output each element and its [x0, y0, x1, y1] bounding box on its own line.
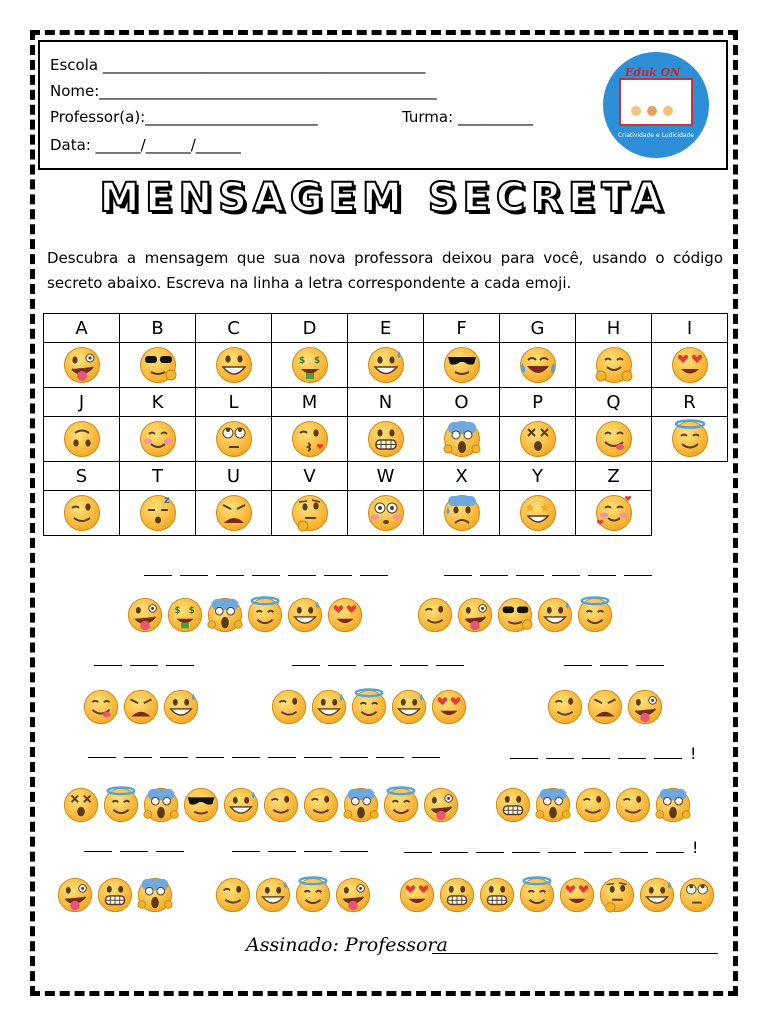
code-emoji-cell: [44, 343, 120, 388]
code-letter-cell: X: [424, 462, 500, 491]
svg-text:★: ★: [523, 501, 536, 516]
code-letter-cell: M: [272, 388, 348, 417]
turma-field[interactable]: Turma: __________: [402, 108, 533, 126]
flushed-icon: [366, 493, 406, 533]
grimace-icon: [494, 786, 532, 824]
dizzy-icon: [518, 419, 558, 459]
emoji-word: [546, 688, 664, 726]
emoji-word: [494, 786, 692, 824]
money-icon: [166, 596, 204, 634]
answer-blanks[interactable]: [144, 562, 396, 580]
wink-icon: [614, 786, 652, 824]
code-emoji-cell: [424, 343, 500, 388]
code-letter-cell: H: [576, 314, 652, 343]
svg-text:$: $: [298, 356, 305, 366]
sweat-icon: [286, 596, 324, 634]
wink-icon: [262, 786, 300, 824]
exclamation-mark: !: [692, 838, 699, 857]
code-letter-cell: L: [196, 388, 272, 417]
halo-icon: [246, 596, 284, 634]
code-emoji-cell: [120, 491, 196, 536]
wink-icon: [214, 876, 252, 914]
code-emoji-cell: [196, 343, 272, 388]
halo-icon: [294, 876, 332, 914]
header-box: [38, 40, 728, 170]
kiss-icon: [290, 419, 330, 459]
blush-icon: [138, 419, 178, 459]
answer-blanks[interactable]: [84, 838, 192, 856]
code-emoji-cell: [120, 343, 196, 388]
scream-icon: [136, 876, 174, 914]
code-letter-cell: U: [196, 462, 272, 491]
star-struck-icon: [518, 493, 558, 533]
code-letter-cell: N: [348, 388, 424, 417]
logo-kid-icon: [631, 106, 641, 116]
scream-icon: [342, 786, 380, 824]
code-letter-cell: Y: [500, 462, 576, 491]
code-letter-cell: C: [196, 314, 272, 343]
code-letter-cell: O: [424, 388, 500, 417]
code-emoji-cell: [272, 343, 348, 388]
code-letter-cell: Q: [576, 388, 652, 417]
code-letter-cell: I: [652, 314, 728, 343]
logo-subtitle: Criatividade e Ludicidade: [617, 132, 695, 139]
answer-blanks[interactable]: [88, 744, 448, 762]
logo-kid-icon: [663, 106, 673, 116]
scream-icon: [142, 786, 180, 824]
svg-text:★: ★: [538, 501, 551, 516]
code-emoji-cell: [652, 343, 728, 388]
wink-icon: [574, 786, 612, 824]
code-letter-cell: W: [348, 462, 424, 491]
code-emoji-cell: [196, 491, 272, 536]
heart-eyes-icon: [326, 596, 364, 634]
emoji-word: [214, 876, 372, 914]
code-letter-cell: T: [120, 462, 196, 491]
code-emoji-cell: [424, 417, 500, 462]
halo-icon: [102, 786, 140, 824]
sleepy-icon: [138, 493, 178, 533]
hearts-icon: [594, 493, 634, 533]
sweat-icon: [536, 596, 574, 634]
grimace-icon: [366, 419, 406, 459]
code-letter-cell: R: [652, 388, 728, 417]
secret-code-table: [43, 313, 728, 536]
halo-icon: [518, 876, 556, 914]
halo-icon: [350, 688, 388, 726]
sweat-icon: [222, 786, 260, 824]
wink-icon: [416, 596, 454, 634]
answer-blanks[interactable]: [564, 652, 672, 670]
code-emoji-cell: [500, 343, 576, 388]
answer-blanks[interactable]: [444, 562, 660, 580]
silly-icon: [126, 596, 164, 634]
professor-field[interactable]: Professor(a):_______________________: [50, 108, 318, 126]
heart-eyes-icon: [430, 688, 468, 726]
code-letter-cell: E: [348, 314, 424, 343]
answer-blanks[interactable]: [94, 652, 202, 670]
answer-blanks[interactable]: [232, 838, 376, 856]
code-letter-cell: P: [500, 388, 576, 417]
wink-icon: [270, 688, 308, 726]
halo-icon: [382, 786, 420, 824]
code-letter-cell: S: [44, 462, 120, 491]
code-emoji-cell: [576, 491, 652, 536]
heart-eyes-icon: [398, 876, 436, 914]
code-letter-cell: B: [120, 314, 196, 343]
silly-icon: [422, 786, 460, 824]
code-letter-cell: F: [424, 314, 500, 343]
scream-icon: [206, 596, 244, 634]
sweat-icon: [310, 688, 348, 726]
code-emoji-cell: [44, 417, 120, 462]
yum-icon: [82, 688, 120, 726]
code-emoji-cell: [500, 491, 576, 536]
code-emoji-cell: [272, 417, 348, 462]
code-emoji-cell: [272, 491, 348, 536]
grimace-icon: [438, 876, 476, 914]
nome-field[interactable]: Nome:_____________________________________________: [50, 82, 437, 100]
answer-blanks[interactable]: [510, 744, 696, 763]
yum-icon: [594, 419, 634, 459]
silly-icon: [56, 876, 94, 914]
page-title: MENSAGEM SECRETA: [99, 175, 669, 221]
sweat-icon: [162, 688, 200, 726]
svg-text:$: $: [188, 606, 195, 617]
code-emoji-cell: [576, 343, 652, 388]
logo-board: [619, 78, 693, 126]
edukon-logo: [603, 52, 709, 158]
logo-kid-icon: [647, 106, 657, 116]
sweat-icon: [390, 688, 428, 726]
weary-icon: [586, 688, 624, 726]
code-emoji-cell: [348, 417, 424, 462]
silly-icon: [456, 596, 494, 634]
svg-text:z: z: [163, 495, 170, 506]
wink-icon: [62, 493, 102, 533]
sweat-icon: [366, 345, 406, 385]
escola-field[interactable]: Escola ___________________________________________: [50, 56, 426, 74]
emoji-word: [62, 786, 460, 824]
instructions: Descubra a mensagem que sua nova professora deixou para você, usando o código secreto abaixo. Escreva na linha a letra correspondente a cada emoji.: [47, 249, 723, 292]
weary-icon: [122, 688, 160, 726]
code-letter-cell: K: [120, 388, 196, 417]
thinking-icon: [290, 493, 330, 533]
cry-laugh-icon: [518, 345, 558, 385]
scream-icon: [442, 419, 482, 459]
roll-eyes-icon: [214, 419, 254, 459]
code-emoji-cell: [44, 491, 120, 536]
heart-eyes-icon: [558, 876, 596, 914]
emoji-word: [270, 688, 468, 726]
code-letter-cell: Z: [576, 462, 652, 491]
weary-icon: [214, 493, 254, 533]
cool-thumb-icon: [138, 345, 178, 385]
halo-icon: [576, 596, 614, 634]
scream-icon: [654, 786, 692, 824]
cool-thumb-icon: [496, 596, 534, 634]
emoji-word: [398, 876, 716, 914]
silly-icon: [626, 688, 664, 726]
sunglasses-icon: [182, 786, 220, 824]
code-letter-cell: J: [44, 388, 120, 417]
code-emoji-cell: [120, 417, 196, 462]
sweat-icon: [254, 876, 292, 914]
code-emoji-cell: [196, 417, 272, 462]
code-emoji-cell: [348, 343, 424, 388]
thinking-icon: [598, 876, 636, 914]
svg-text:$: $: [313, 356, 320, 366]
logo-text: Eduk ON: [625, 66, 681, 79]
code-letter-cell: D: [272, 314, 348, 343]
grimace-icon: [478, 876, 516, 914]
signature-line[interactable]: [432, 953, 718, 954]
code-emoji-cell: [348, 491, 424, 536]
wink-icon: [546, 688, 584, 726]
emoji-word: [416, 596, 614, 634]
sweat-icon: [638, 876, 676, 914]
grimace-icon: [96, 876, 134, 914]
heart-eyes-icon: [670, 345, 710, 385]
exclamation-mark: !: [690, 744, 697, 763]
money-icon: [290, 345, 330, 385]
code-letter-cell: A: [44, 314, 120, 343]
data-field[interactable]: Data: ______/______/______: [50, 136, 241, 154]
emoji-word: [82, 688, 200, 726]
scream-icon: [534, 786, 572, 824]
upside-icon: [62, 419, 102, 459]
svg-text:$: $: [174, 606, 181, 617]
emoji-word: [56, 876, 174, 914]
sunglasses-icon: [442, 345, 482, 385]
dizzy-icon: [62, 786, 100, 824]
code-emoji-cell: [576, 417, 652, 462]
answer-blanks[interactable]: [404, 838, 698, 857]
emoji-word: [126, 596, 364, 634]
code-letter-cell: G: [500, 314, 576, 343]
code-emoji-cell: [424, 491, 500, 536]
signature-label: Assinado: Professora: [246, 934, 448, 956]
wink-icon: [302, 786, 340, 824]
halo-icon: [670, 419, 710, 459]
code-letter-cell: V: [272, 462, 348, 491]
code-emoji-cell: [500, 417, 576, 462]
roll-eyes-icon: [678, 876, 716, 914]
cold-sweat-icon: [442, 493, 482, 533]
answer-blanks[interactable]: [292, 652, 472, 670]
grin-icon: [214, 345, 254, 385]
code-emoji-cell: [652, 417, 728, 462]
silly-icon: [62, 345, 102, 385]
hug-icon: [594, 345, 634, 385]
silly-icon: [334, 876, 372, 914]
